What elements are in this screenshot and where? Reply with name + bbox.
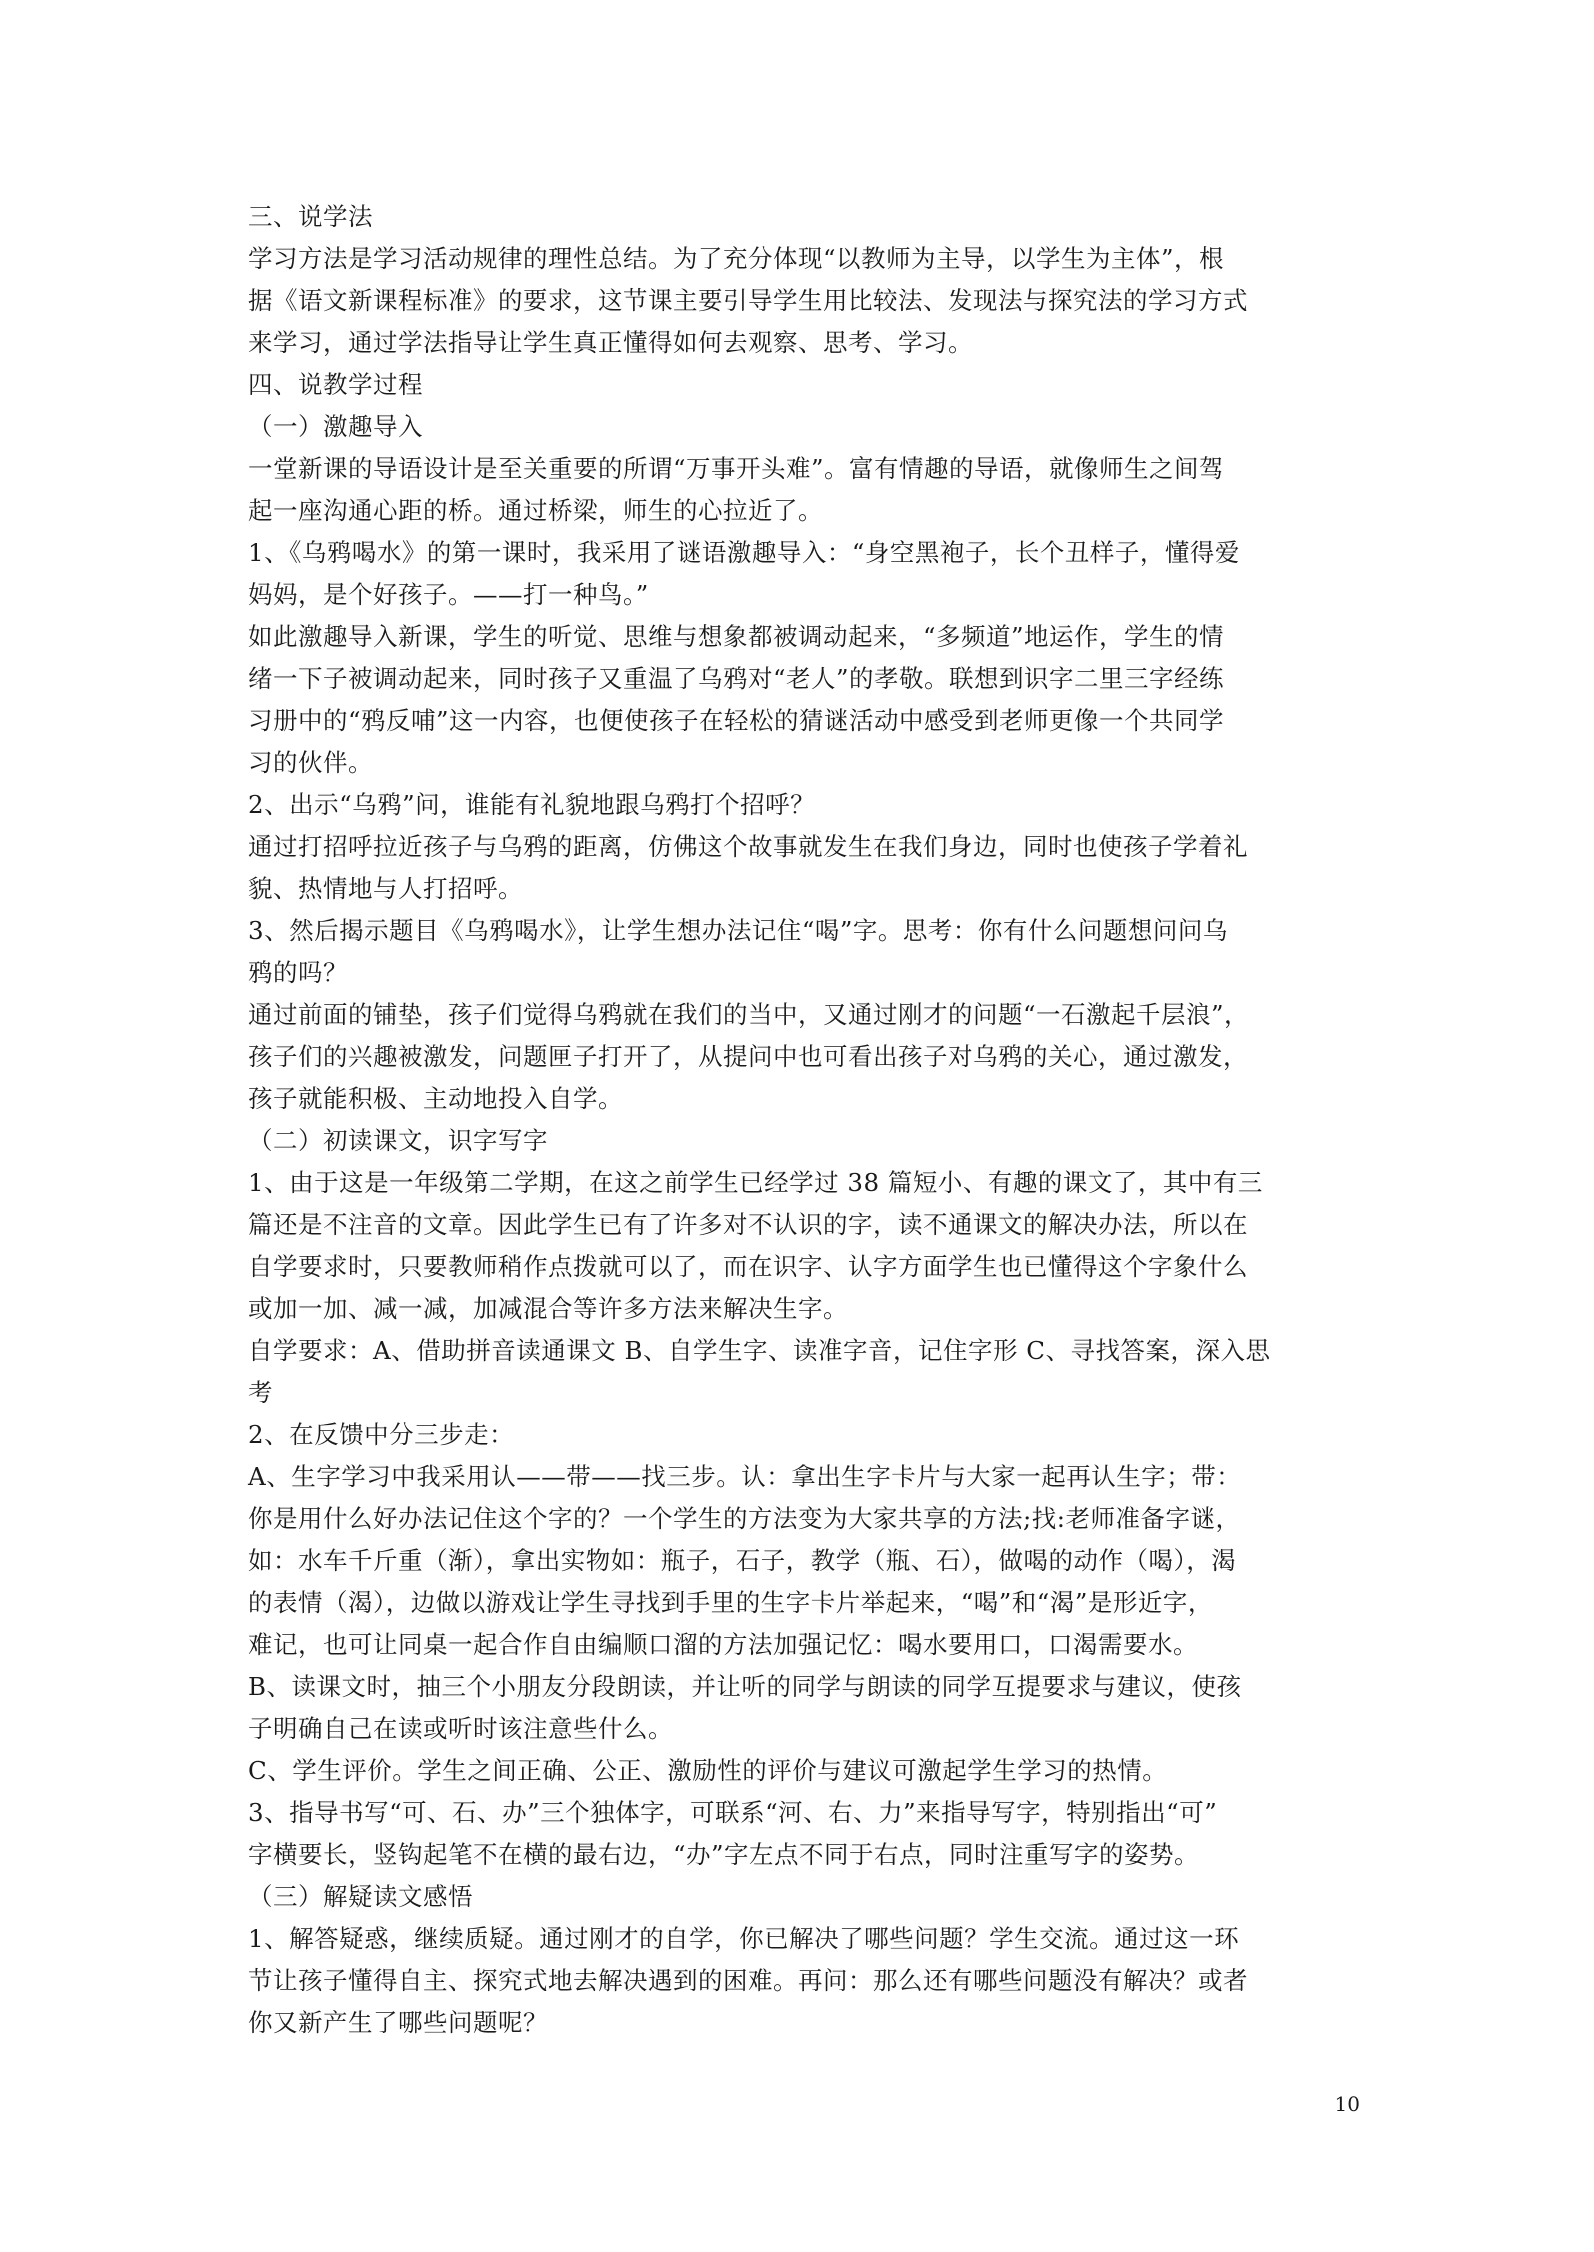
text-line: B、读课文时，抽三个小朋友分段朗读，并让听的同学与朗读的同学互提要求与建议，使孩 — [248, 1672, 1242, 1701]
text-line: 或加一加、减一减，加减混合等许多方法来解决生字。 — [248, 1294, 848, 1323]
text-line: 三、说学法 — [248, 202, 373, 231]
text-line: 字横要长，竖钩起笔不在横的最右边，“办”字左点不同于右点，同时注重写字的姿势。 — [248, 1840, 1200, 1869]
text-line: 孩子就能积极、主动地投入自学。 — [248, 1084, 623, 1113]
text-line: 3、然后揭示题目《乌鸦喝水》，让学生想办法记住“喝”字。思考：你有什么问题想问问乌 — [248, 916, 1228, 945]
text-line: 妈妈，是个好孩子。——打一种鸟。” — [248, 580, 649, 609]
text-line: 四、说教学过程 — [248, 370, 423, 399]
text-line: 自学要求：A、借助拼音读通课文 B、自学生字、读准字音，记住字形 C、寻找答案，深入思 — [248, 1336, 1271, 1365]
text-line: 考 — [248, 1378, 273, 1407]
text-line: 如此激趣导入新课，学生的听觉、思维与想象都被调动起来，“多频道”地运作，学生的情 — [248, 622, 1225, 651]
text-line: 习的伙伴。 — [248, 748, 373, 777]
text-line: 起一座沟通心距的桥。通过桥梁，师生的心拉近了。 — [248, 496, 823, 525]
text-line: 的表情（渴），边做以游戏让学生寻找到手里的生字卡片举起来，“喝”和“渴”是形近字， — [248, 1588, 1213, 1617]
text-line: 来学习，通过学法指导让学生真正懂得如何去观察、思考、学习。 — [248, 328, 973, 357]
text-line: 你是用什么好办法记住这个字的？一个学生的方法变为大家共享的方法;找:老师准备字谜， — [248, 1504, 1241, 1533]
text-line: 篇还是不注音的文章。因此学生已有了许多对不认识的字，读不通课文的解决办法，所以在 — [248, 1210, 1248, 1239]
text-line: 你又新产生了哪些问题呢？ — [248, 2008, 548, 2037]
text-line: A、生字学习中我采用认——带——找三步。认：拿出生字卡片与大家一起再认生字；带： — [248, 1462, 1242, 1491]
text-line: 1、解答疑惑，继续质疑。通过刚才的自学，你已解决了哪些问题？学生交流。通过这一环 — [248, 1924, 1240, 1953]
text-line: C、学生评价。学生之间正确、公正、激励性的评价与建议可激起学生学习的热情。 — [248, 1756, 1168, 1785]
text-line: （三）解疑读文感悟 — [248, 1882, 473, 1911]
text-line: 3、指导书写“可、石、办”三个独体字，可联系“河、右、力”来指导写字，特别指出“可” — [248, 1798, 1218, 1827]
text-line: 学习方法是学习活动规律的理性总结。为了充分体现“以教师为主导，以学生为主体”，根 — [248, 244, 1225, 273]
text-line: 如：水车千斤重（渐），拿出实物如：瓶子，石子，教学（瓶、石），做喝的动作（喝），渴 — [248, 1546, 1237, 1575]
text-line: 2、在反馈中分三步走： — [248, 1420, 515, 1449]
text-line: 自学要求时，只要教师稍作点拨就可以了，而在识字、认字方面学生也已懂得这个字象什么 — [248, 1252, 1248, 1281]
text-line: 一堂新课的导语设计是至关重要的所谓“万事开头难”。富有情趣的导语，就像师生之间驾 — [248, 454, 1225, 483]
text-line: （二）初读课文，识字写字 — [248, 1126, 548, 1155]
text-line: 通过前面的铺垫，孩子们觉得乌鸦就在我们的当中，又通过刚才的问题“一石激起千层浪”， — [248, 1000, 1250, 1029]
page-number: 10 — [1334, 2092, 1360, 2116]
text-line: 1、《乌鸦喝水》的第一课时，我采用了谜语激趣导入：“身空黑袍子，长个丑样子，懂得爱 — [248, 538, 1240, 567]
text-line: 子明确自己在读或听时该注意些什么。 — [248, 1714, 673, 1743]
text-line: 绪一下子被调动起来，同时孩子又重温了乌鸦对“老人”的孝敬。联想到识字二里三字经练 — [248, 664, 1225, 693]
text-line: 节让孩子懂得自主、探究式地去解决遇到的困难。再问：那么还有哪些问题没有解决？或者 — [248, 1966, 1248, 1995]
text-line: 1、由于这是一年级第二学期，在这之前学生已经学过 38 篇短小、有趣的课文了，其中有三 — [248, 1168, 1263, 1197]
text-line: 通过打招呼拉近孩子与乌鸦的距离，仿佛这个故事就发生在我们身边，同时也使孩子学着礼 — [248, 832, 1248, 861]
text-line: 貌、热情地与人打招呼。 — [248, 874, 523, 903]
document-body — [248, 196, 1348, 2044]
text-line: 2、出示“乌鸦”问，谁能有礼貌地跟乌鸦打个招呼？ — [248, 790, 816, 819]
text-line: （一）激趣导入 — [248, 412, 423, 441]
text-line: 难记，也可让同桌一起合作自由编顺口溜的方法加强记忆：喝水要用口，口渴需要水。 — [248, 1630, 1198, 1659]
text-line: 据《语文新课程标准》的要求，这节课主要引导学生用比较法、发现法与探究法的学习方式 — [248, 286, 1248, 315]
text-line: 习册中的“鸦反哺”这一内容，也便使孩子在轻松的猜谜活动中感受到老师更像一个共同学 — [248, 706, 1225, 735]
text-line: 鸦的吗？ — [248, 958, 348, 987]
text-line: 孩子们的兴趣被激发，问题匣子打开了，从提问中也可看出孩子对乌鸦的关心，通过激发， — [248, 1042, 1248, 1071]
